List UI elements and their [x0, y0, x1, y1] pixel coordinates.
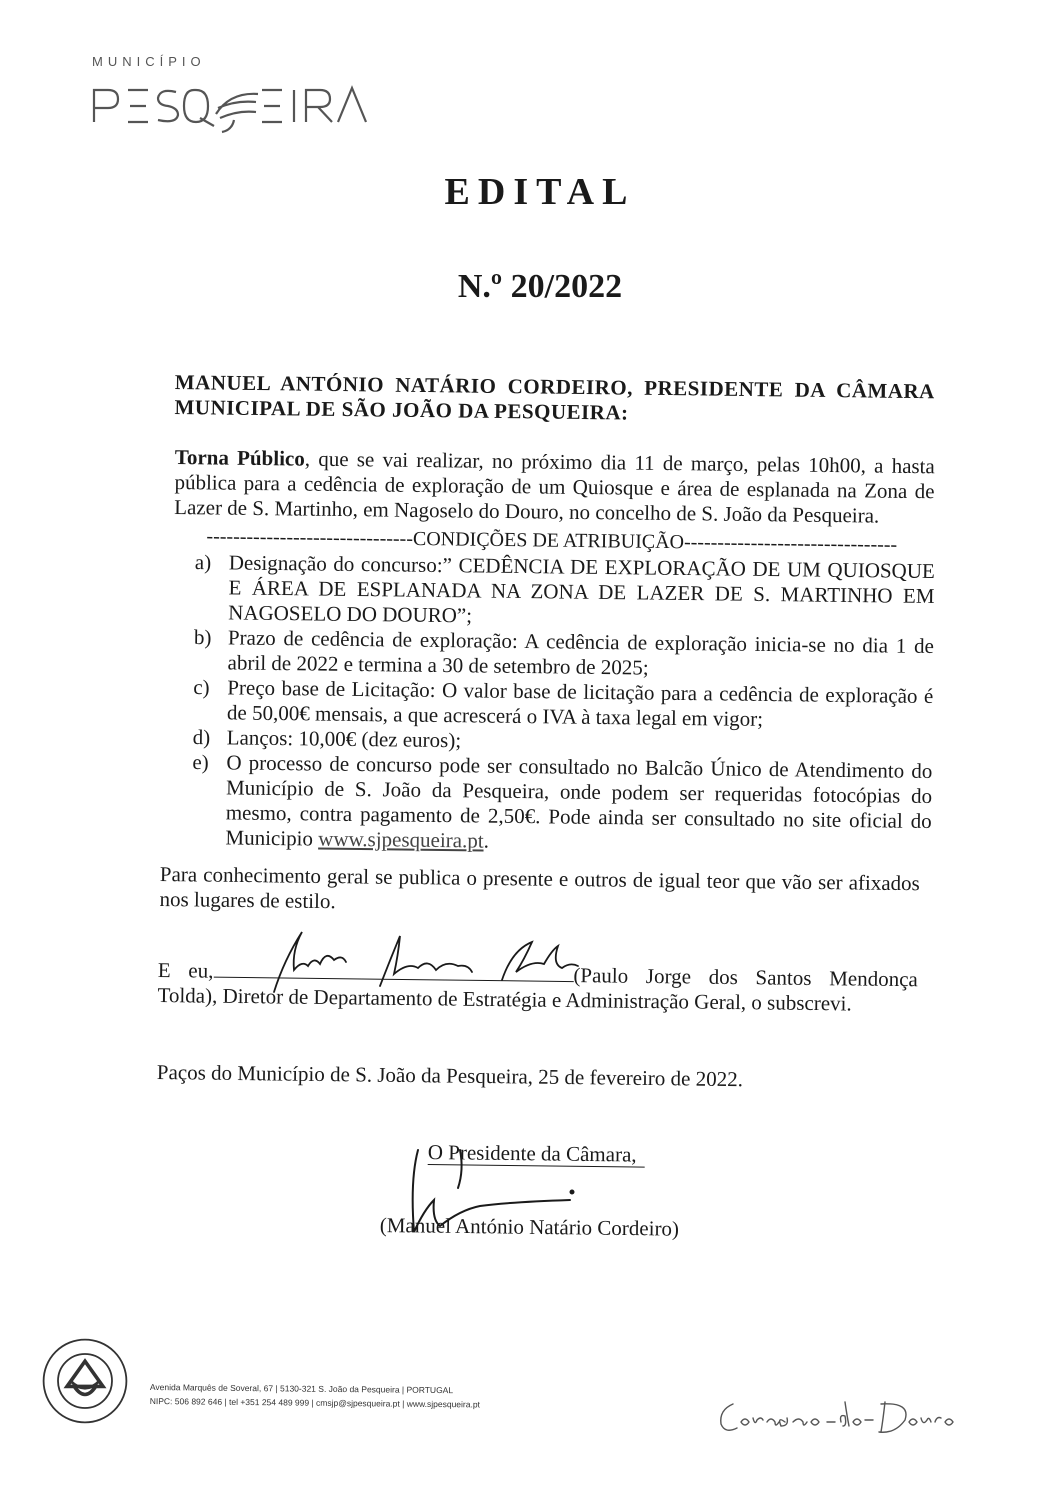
intro-bold: Torna Público [174, 445, 305, 471]
subscription-prefix: E eu, [157, 958, 214, 983]
list-item [191, 750, 932, 859]
logo-top-text: MUNICÍPIO [92, 54, 206, 69]
conditions-header: -------------------------------CONDIÇÕES DE ATRIBUIÇÃO-------------------------------- [206, 525, 898, 556]
footer-address: Avenida Marquês de Soveral, 67 | 5130-321 S. João da Pesqueira | PORTUGAL [149, 1381, 454, 1396]
director-signature [262, 920, 582, 1000]
list-item-label: d) [192, 724, 211, 750]
subscription-suffix: (Paulo Jorge dos Santos Mendonça Tolda), Diretor de Departamento de Estratégia e Administração Geral, o subscrevi. [157, 963, 918, 1016]
addressee-heading: MANUEL ANTÓNIO NATÁRIO CORDEIRO, PRESIDENTE DA CÂMARA MUNICIPAL DE SÃO JOÃO DA PESQUEIRA: [174, 370, 935, 425]
document-title: EDITAL [444, 171, 636, 213]
list-item-text: Lanços: 10,00€ (dez euros); [226, 725, 462, 753]
list-item [193, 625, 934, 684]
footer-address-block [150, 1380, 480, 1411]
conditions-list [191, 550, 935, 859]
motto-signature [715, 1392, 965, 1442]
list-item-label: b) [193, 624, 212, 650]
logo-wordmark [90, 74, 380, 134]
list-item-text-main: O processo de concurso pode ser consultado no Balcão Único de Atendimento do Município de S. João da Pesqueira, onde podem ser requeridas fotocópias do mesmo, contra pagamento de 2,50€. Pode ainda ser consultado no site oficial do Municipio [225, 750, 933, 851]
list-item [194, 550, 935, 634]
list-item-text: Designação do concurso:” CEDÊNCIA DE EXPLORAÇÃO DE UM QUIOSQUE E ÁREA DE ESPLANADA NA ZONA DE LAZER DE S. MARTINHO EM NAGOSELO DO DOURO”; [228, 550, 935, 628]
list-item-label: c) [193, 674, 210, 700]
president-title-text: O Presidente da Câmara, [428, 1140, 645, 1168]
date-line: Paços do Município de S. João da Pesqueira, 25 de fevereiro de 2022. [156, 1060, 744, 1092]
website-link[interactable]: www.sjpesqueira.pt [318, 826, 484, 853]
list-item-label: a) [194, 550, 212, 575]
document-number: N.º 20/2022 [457, 268, 623, 305]
list-item-text: Prazo de cedência de exploração: A cedência de exploração inicia-se no dia 1 de abril de 2022 e termina a 30 de setembro de 2025; [227, 625, 935, 680]
municipality-logo [90, 52, 390, 132]
closing-paragraph: Para conhecimento geral se publica o presente e outros de igual teor que vão ser afixados nos lugares de estilo. [159, 862, 920, 914]
world-heritage-seal-icon [40, 1336, 130, 1426]
president-name: (Manuel António Natário Cordeiro) [379, 1213, 680, 1241]
intro-paragraph [174, 445, 935, 529]
list-item-text [225, 750, 932, 859]
list-item-text-end: . [483, 828, 490, 853]
footer-contacts: NIPC: 506 892 646 | tel +351 254 489 999 | cmsjp@sjpesqueira.pt | www.sjpesqueira.pt [149, 1395, 481, 1410]
list-item-label: e) [192, 749, 209, 775]
list-item [193, 675, 934, 734]
intro-text: , que se vai realizar, no próximo dia 11 de março, pelas 10h00, a hasta pública para a cedência de exploração de um Quiosque e área de esplanada na Zona de Lazer de S. Martinho, em Nagoselo do Douro, no concelho de S. João da Pesqueira. [174, 446, 935, 528]
logo-main-text [90, 74, 380, 144]
list-item-text: Preço base de Licitação: O valor base de licitação para a cedência de exploração é de 50,00€ mensais, a que acrescerá o IVA à taxa legal em vigor; [226, 675, 934, 731]
